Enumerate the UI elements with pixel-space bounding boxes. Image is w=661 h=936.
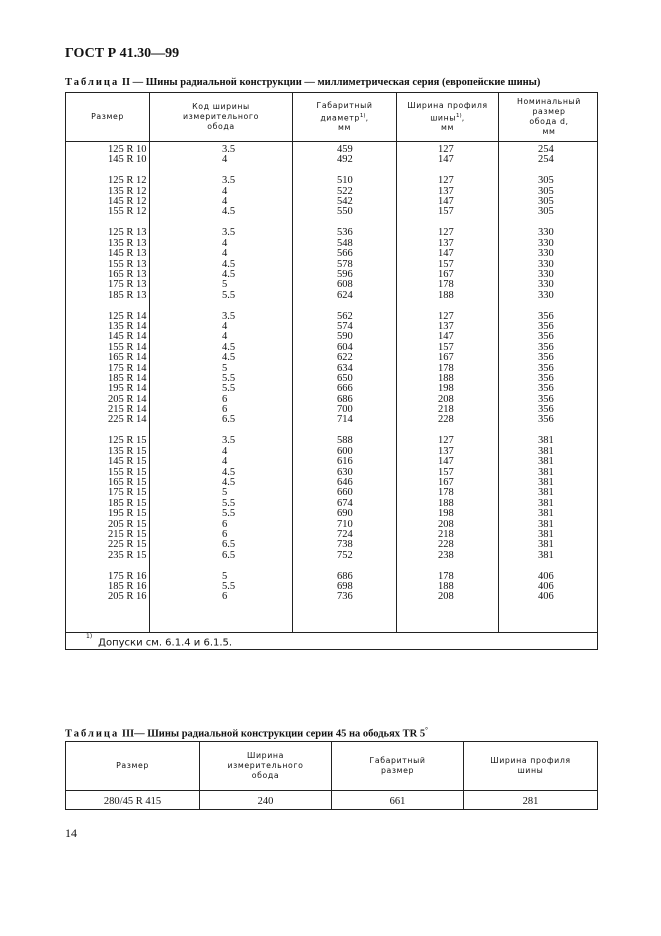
diameter-cell: 738 bbox=[337, 539, 353, 551]
rim-code-cell: 4 bbox=[222, 320, 228, 332]
header-width: Ширина профиля шины$^{1)}$, мм bbox=[407, 100, 488, 133]
column-divider bbox=[396, 93, 397, 633]
nominal-rim-cell: 330 bbox=[538, 289, 554, 301]
page-number: 14 bbox=[65, 826, 77, 840]
size-cell: 215 R 14 bbox=[108, 404, 147, 416]
diameter-cell: 666 bbox=[337, 383, 353, 395]
table3-caption bbox=[65, 726, 428, 740]
nominal-rim-cell: 305 bbox=[538, 185, 554, 197]
size-cell: 185 R 16 bbox=[108, 580, 147, 592]
nominal-rim-cell: 381 bbox=[538, 456, 554, 468]
diameter-cell: 624 bbox=[337, 289, 353, 301]
nominal-rim-cell: 356 bbox=[538, 372, 554, 384]
size-cell: 155 R 15 bbox=[108, 466, 147, 478]
diameter-cell: 690 bbox=[337, 508, 353, 520]
rim-code-cell: 4 bbox=[222, 445, 228, 457]
group-gap bbox=[538, 561, 554, 572]
width-cell: 147 bbox=[438, 456, 454, 468]
diameter-cell: 710 bbox=[337, 518, 353, 530]
width-cell: 157 bbox=[438, 341, 454, 353]
width-cell: 167 bbox=[438, 268, 454, 280]
width-cell: 208 bbox=[438, 393, 454, 405]
diameter-cell: 634 bbox=[337, 362, 353, 374]
nominal-rim-cell: 381 bbox=[538, 518, 554, 530]
width-cell: 147 bbox=[438, 331, 454, 343]
diameter-cell: 574 bbox=[337, 320, 353, 332]
group-gap bbox=[337, 561, 353, 572]
t3-header-size: Размер bbox=[116, 761, 149, 770]
rim-code-cell: 5.5 bbox=[222, 289, 236, 301]
size-cell: 175 R 13 bbox=[108, 279, 147, 291]
table2-caption bbox=[65, 77, 540, 88]
diameter-cell: 562 bbox=[337, 310, 353, 322]
t3-cell-size: 280/45 R 415 bbox=[103, 795, 162, 807]
table-ii bbox=[65, 92, 598, 650]
size-cell: 165 R 15 bbox=[108, 476, 147, 488]
width-cell: 157 bbox=[438, 206, 454, 218]
size-cell: 125 R 15 bbox=[108, 435, 147, 447]
nominal-rim-cell: 356 bbox=[538, 320, 554, 332]
rim-code-cell: 5.5 bbox=[222, 580, 236, 592]
nominal-rim-cell: 381 bbox=[538, 445, 554, 457]
nominal-rim-cell: 356 bbox=[538, 383, 554, 395]
diameter-cell: 510 bbox=[337, 175, 353, 187]
width-cell: 137 bbox=[438, 185, 454, 197]
header-width-unit: мм bbox=[441, 123, 454, 133]
table3-caption-text: III— Шины радиальной конструкции серии 45 на ободьях TR 5 bbox=[121, 728, 426, 740]
width-cell: 147 bbox=[438, 196, 454, 208]
rim-code-cell: 6 bbox=[222, 528, 228, 540]
width-cell: 127 bbox=[438, 144, 454, 155]
rim-code-cell: 5 bbox=[222, 570, 228, 582]
column-divider bbox=[149, 93, 150, 633]
nominal-rim-cell: 356 bbox=[538, 310, 554, 322]
width-cell: 127 bbox=[438, 435, 454, 447]
rim-code-cell: 3.5 bbox=[222, 310, 236, 322]
nominal-rim-cell: 305 bbox=[538, 175, 554, 187]
header-size: Размер bbox=[91, 112, 124, 121]
rim-code-cell: 4.5 bbox=[222, 341, 236, 353]
size-cell: 145 R 10 bbox=[108, 154, 147, 166]
diameter-cell: 616 bbox=[337, 456, 353, 468]
size-cell: 185 R 15 bbox=[108, 497, 147, 509]
size-cell: 175 R 16 bbox=[108, 570, 147, 582]
width-cell: 188 bbox=[438, 372, 454, 384]
header-rim-code: Код ширины измерительного обода bbox=[183, 102, 259, 131]
nominal-rim-cell: 305 bbox=[538, 196, 554, 208]
width-cell: 127 bbox=[438, 175, 454, 187]
width-cell: 198 bbox=[438, 508, 454, 520]
width-cell: 228 bbox=[438, 414, 454, 426]
width-cell: 167 bbox=[438, 352, 454, 364]
size-cell: 125 R 13 bbox=[108, 227, 147, 239]
nominal-rim-cell: 330 bbox=[538, 237, 554, 249]
nominal-rim-cell: 330 bbox=[538, 248, 554, 260]
rim-code-cell: 4.5 bbox=[222, 352, 236, 364]
width-cell: 147 bbox=[438, 248, 454, 260]
size-cell: 225 R 14 bbox=[108, 414, 147, 426]
width-cell: 218 bbox=[438, 528, 454, 540]
header-diameter-mark: 1) bbox=[359, 112, 366, 119]
diameter-cell: 630 bbox=[337, 466, 353, 478]
nominal-rim-cell: 381 bbox=[538, 476, 554, 488]
nominal-rim-cell: 356 bbox=[538, 393, 554, 405]
size-cell: 125 R 12 bbox=[108, 175, 147, 187]
diameter-cell: 459 bbox=[337, 144, 353, 155]
nominal-rim-cell: 330 bbox=[538, 227, 554, 239]
rim-code-cell: 5 bbox=[222, 487, 228, 499]
size-cell: 135 R 13 bbox=[108, 237, 147, 249]
size-cell: 155 R 13 bbox=[108, 258, 147, 270]
rim-code-cell: 4.5 bbox=[222, 206, 236, 218]
header-separator bbox=[66, 141, 597, 142]
rim-code-cell: 6.5 bbox=[222, 414, 236, 426]
size-cell: 205 R 16 bbox=[108, 591, 147, 603]
rim-code-cell: 6 bbox=[222, 404, 228, 416]
diameter-cell: 578 bbox=[337, 258, 353, 270]
rim-code-cell: 3.5 bbox=[222, 144, 236, 155]
diameter-cell: 622 bbox=[337, 352, 353, 364]
width-cell: 238 bbox=[438, 549, 454, 561]
size-cell: 165 R 13 bbox=[108, 268, 147, 280]
rim-code-cell: 6 bbox=[222, 591, 228, 603]
nominal-rim-cell: 254 bbox=[538, 154, 554, 166]
t3-cell-rim-width: 240 bbox=[257, 795, 274, 807]
diameter-cell: 604 bbox=[337, 341, 353, 353]
width-cell: 178 bbox=[438, 487, 454, 499]
group-gap bbox=[438, 561, 454, 572]
size-cell: 185 R 14 bbox=[108, 372, 147, 384]
rim-code-cell: 3.5 bbox=[222, 175, 236, 187]
rim-code-cell: 4 bbox=[222, 185, 228, 197]
nominal-rim-cell: 381 bbox=[538, 435, 554, 447]
diameter-cell: 492 bbox=[337, 154, 353, 166]
size-cell: 195 R 14 bbox=[108, 383, 147, 395]
rim-code-cell: 5.5 bbox=[222, 497, 236, 509]
document-header: ГОСТ Р 41.30—99 bbox=[65, 46, 180, 61]
header-diameter-unit: мм bbox=[338, 123, 351, 133]
size-cell: 205 R 14 bbox=[108, 393, 147, 405]
diameter-cell: 650 bbox=[337, 372, 353, 384]
width-cell: 137 bbox=[438, 445, 454, 457]
nominal-rim-cell: 356 bbox=[538, 414, 554, 426]
diameter-cell: 550 bbox=[337, 206, 353, 218]
diameter-cell: 674 bbox=[337, 497, 353, 509]
rim-code-cell: 4 bbox=[222, 456, 228, 468]
rim-code-cell: 6 bbox=[222, 393, 228, 405]
table3-caption-label: Таблица bbox=[65, 728, 120, 740]
size-cell: 165 R 14 bbox=[108, 352, 147, 364]
header-diameter: Габаритный диаметр$^{1)}$, мм bbox=[316, 100, 373, 133]
nominal-rim-cell: 406 bbox=[538, 570, 554, 582]
table2-footnote bbox=[86, 634, 232, 649]
size-cell: 145 R 12 bbox=[108, 196, 147, 208]
rim-code-cell: 4 bbox=[222, 248, 228, 260]
nominal-rim-cell: 356 bbox=[538, 362, 554, 374]
rim-code-cell: 6.5 bbox=[222, 539, 236, 551]
rim-code-cell: 4 bbox=[222, 237, 228, 249]
nominal-rim-cell: 330 bbox=[538, 268, 554, 280]
rim-code-cell: 4.5 bbox=[222, 268, 236, 280]
width-cell: 147 bbox=[438, 154, 454, 166]
footnote-text: Допуски см. 6.1.4 и 6.1.5. bbox=[98, 637, 233, 649]
rim-code-cell: 5.5 bbox=[222, 508, 236, 520]
size-cell: 185 R 13 bbox=[108, 289, 147, 301]
nominal-rim-cell: 381 bbox=[538, 487, 554, 499]
rim-code-cell: 4 bbox=[222, 331, 228, 343]
diameter-cell: 660 bbox=[337, 487, 353, 499]
width-cell: 127 bbox=[438, 227, 454, 239]
rim-code-cell: 4.5 bbox=[222, 258, 236, 270]
group-gap bbox=[438, 301, 454, 312]
t3-header-overall: Габаритный размер bbox=[369, 756, 426, 775]
nominal-rim-cell: 305 bbox=[538, 206, 554, 218]
width-cell: 188 bbox=[438, 497, 454, 509]
size-cell: 215 R 15 bbox=[108, 528, 147, 540]
width-cell: 178 bbox=[438, 570, 454, 582]
footnote-separator bbox=[66, 632, 597, 633]
diameter-cell: 522 bbox=[337, 185, 353, 197]
header-nominal-rim: Номинальный размер обода d, мм bbox=[517, 97, 581, 136]
width-cell: 137 bbox=[438, 237, 454, 249]
size-cell: 135 R 15 bbox=[108, 445, 147, 457]
nominal-rim-cell: 381 bbox=[538, 508, 554, 520]
column-diameter bbox=[337, 145, 353, 603]
rim-code-cell: 5.5 bbox=[222, 383, 236, 395]
rim-code-cell: 5.5 bbox=[222, 372, 236, 384]
group-gap bbox=[222, 561, 235, 572]
diameter-cell: 686 bbox=[337, 570, 353, 582]
width-cell: 188 bbox=[438, 289, 454, 301]
rim-code-cell: 5 bbox=[222, 279, 228, 291]
column-nominal-rim bbox=[538, 145, 554, 603]
diameter-cell: 590 bbox=[337, 331, 353, 343]
width-cell: 137 bbox=[438, 320, 454, 332]
diameter-cell: 698 bbox=[337, 580, 353, 592]
diameter-cell: 608 bbox=[337, 279, 353, 291]
diameter-cell: 714 bbox=[337, 414, 353, 426]
nominal-rim-cell: 381 bbox=[538, 466, 554, 478]
diameter-cell: 724 bbox=[337, 528, 353, 540]
diameter-cell: 752 bbox=[337, 549, 353, 561]
width-cell: 228 bbox=[438, 539, 454, 551]
rim-code-cell: 6.5 bbox=[222, 549, 236, 561]
t3-cell-overall: 661 bbox=[389, 795, 406, 807]
rim-code-cell: 6 bbox=[222, 518, 228, 530]
diameter-cell: 536 bbox=[337, 227, 353, 239]
diameter-cell: 542 bbox=[337, 196, 353, 208]
size-cell: 135 R 14 bbox=[108, 320, 147, 332]
size-cell: 145 R 13 bbox=[108, 248, 147, 260]
diameter-cell: 588 bbox=[337, 435, 353, 447]
header-width-mark: 1) bbox=[456, 112, 462, 119]
column-width bbox=[438, 145, 454, 603]
width-cell: 178 bbox=[438, 362, 454, 374]
nominal-rim-cell: 406 bbox=[538, 591, 554, 603]
group-gap bbox=[222, 301, 235, 312]
t3-header-rim-width: Ширина измерительного обода bbox=[227, 751, 304, 780]
table2-caption-label: Таблица bbox=[65, 77, 120, 88]
nominal-rim-cell: 330 bbox=[538, 279, 554, 291]
diameter-cell: 686 bbox=[337, 393, 353, 405]
footnote-mark: 1) bbox=[86, 633, 93, 640]
rim-code-cell: 4.5 bbox=[222, 466, 236, 478]
table2-caption-text: II — Шины радиальной конструкции — миллиметрическая серия (европейские шины) bbox=[121, 77, 541, 88]
width-cell: 127 bbox=[438, 310, 454, 322]
width-cell: 167 bbox=[438, 476, 454, 488]
width-cell: 198 bbox=[438, 383, 454, 395]
size-cell: 205 R 15 bbox=[108, 518, 147, 530]
width-cell: 218 bbox=[438, 404, 454, 416]
group-gap bbox=[538, 301, 554, 312]
column-divider bbox=[498, 93, 499, 633]
nominal-rim-cell: 406 bbox=[538, 580, 554, 592]
nominal-rim-cell: 381 bbox=[538, 549, 554, 561]
size-cell: 175 R 14 bbox=[108, 362, 147, 374]
diameter-cell: 566 bbox=[337, 248, 353, 260]
t3-header-section-width: Ширина профиля шины bbox=[490, 756, 571, 775]
header-diameter-label: Габаритный диаметр bbox=[316, 100, 373, 123]
rim-code-cell: 4 bbox=[222, 196, 228, 208]
width-cell: 157 bbox=[438, 466, 454, 478]
column-divider bbox=[292, 93, 293, 633]
diameter-cell: 548 bbox=[337, 237, 353, 249]
nominal-rim-cell: 381 bbox=[538, 497, 554, 509]
nominal-rim-cell: 381 bbox=[538, 539, 554, 551]
size-cell: 175 R 15 bbox=[108, 487, 147, 499]
nominal-rim-cell: 356 bbox=[538, 404, 554, 416]
width-cell: 208 bbox=[438, 518, 454, 530]
column-size bbox=[108, 145, 147, 603]
width-cell: 178 bbox=[438, 279, 454, 291]
nominal-rim-cell: 330 bbox=[538, 258, 554, 270]
diameter-cell: 700 bbox=[337, 404, 353, 416]
size-cell: 125 R 14 bbox=[108, 310, 147, 322]
diameter-cell: 646 bbox=[337, 476, 353, 488]
size-cell: 145 R 14 bbox=[108, 331, 147, 343]
t3-cell-section-width: 281 bbox=[522, 795, 539, 807]
rim-code-cell: 4 bbox=[222, 154, 228, 166]
width-cell: 157 bbox=[438, 258, 454, 270]
nominal-rim-cell: 254 bbox=[538, 144, 554, 155]
size-cell: 155 R 14 bbox=[108, 341, 147, 353]
rim-code-cell: 3.5 bbox=[222, 227, 236, 239]
group-gap bbox=[337, 301, 353, 312]
diameter-cell: 596 bbox=[337, 268, 353, 280]
nominal-rim-cell: 356 bbox=[538, 331, 554, 343]
size-cell: 155 R 12 bbox=[108, 206, 147, 218]
diameter-cell: 736 bbox=[337, 591, 353, 603]
size-cell: 135 R 12 bbox=[108, 185, 147, 197]
group-gap bbox=[108, 301, 147, 312]
nominal-rim-cell: 356 bbox=[538, 341, 554, 353]
width-cell: 188 bbox=[438, 580, 454, 592]
width-cell: 208 bbox=[438, 591, 454, 603]
rim-code-cell: 4.5 bbox=[222, 476, 236, 488]
nominal-rim-cell: 356 bbox=[538, 352, 554, 364]
header-width-label: Ширина профиля шины bbox=[407, 100, 488, 123]
diameter-cell: 600 bbox=[337, 445, 353, 457]
size-cell: 235 R 15 bbox=[108, 549, 147, 561]
size-cell: 195 R 15 bbox=[108, 508, 147, 520]
table-iii bbox=[65, 741, 598, 810]
size-cell: 125 R 10 bbox=[108, 144, 147, 155]
table3-caption-mark: ° bbox=[425, 726, 428, 734]
rim-code-cell: 3.5 bbox=[222, 435, 236, 447]
column-rim-code bbox=[222, 145, 235, 603]
rim-code-cell: 5 bbox=[222, 362, 228, 374]
nominal-rim-cell: 381 bbox=[538, 528, 554, 540]
group-gap bbox=[108, 561, 147, 572]
size-cell: 225 R 15 bbox=[108, 539, 147, 551]
size-cell: 145 R 15 bbox=[108, 456, 147, 468]
